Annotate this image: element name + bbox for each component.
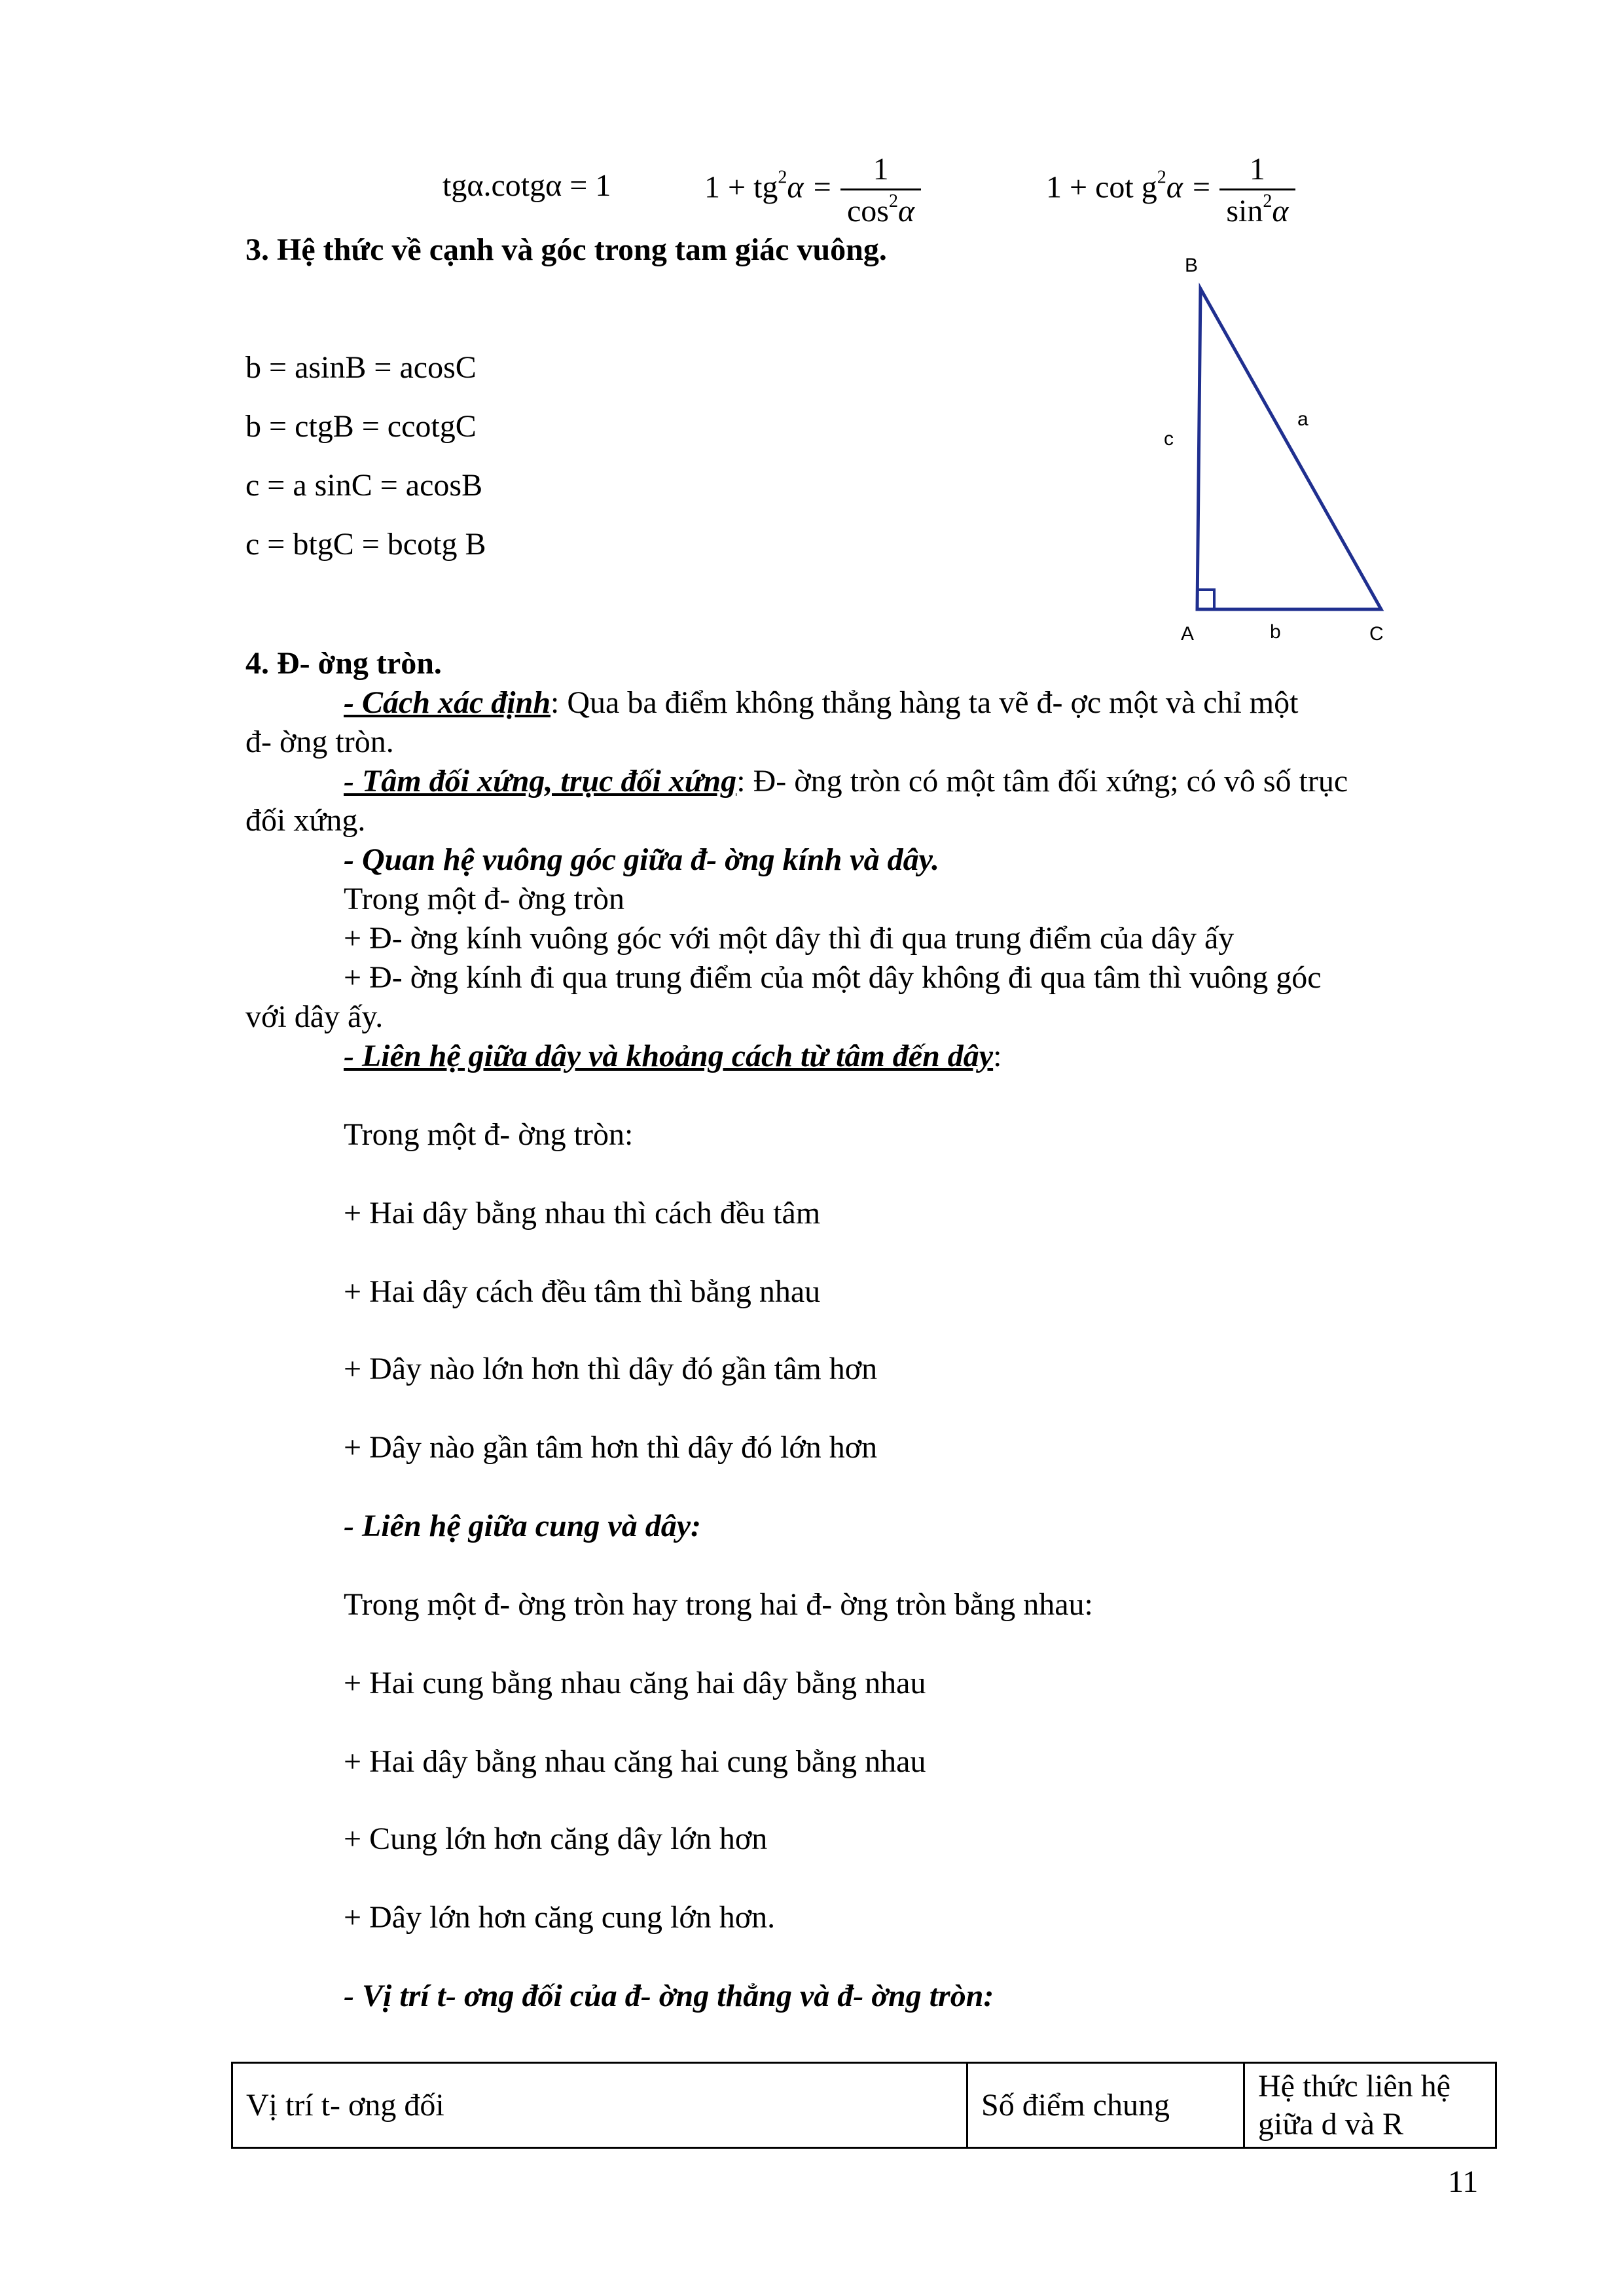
p4-colon: : bbox=[993, 1039, 1002, 1073]
section3-heading: 3. Hệ thức về cạnh và góc trong tam giác vuông. bbox=[245, 232, 887, 267]
triangle-shape bbox=[1197, 289, 1381, 609]
p4-title-line bbox=[344, 1037, 1001, 1075]
p5-line-4: + Cung lớn hơn căng dây lớn hơn bbox=[344, 1821, 768, 1856]
side-label-c: c bbox=[1164, 428, 1174, 450]
p6-title: - Vị trí t- ơng đối của đ- ờng thẳng và đ- ờng tròn: bbox=[344, 1979, 994, 2013]
p5-line-1: Trong một đ- ờng tròn hay trong hai đ- ờng tròn bằng nhau: bbox=[344, 1587, 1093, 1622]
p3-line-2: + Đ- ờng kính vuông góc với một dây thì đi qua trung điểm của dây ấy bbox=[344, 921, 1235, 956]
p3-line-3: + Đ- ờng kính đi qua trung điểm của một dây không đi qua tâm thì vuông góc bbox=[344, 960, 1322, 995]
table-header-relation bbox=[1244, 2063, 1496, 2148]
formula-tg-squared-left: 1 + tg bbox=[704, 170, 778, 205]
formula-tg-cotg-text: tgα.cotgα = 1 bbox=[442, 168, 611, 203]
formula-tg-squared: $1 + tg^2\alpha$ = $\frac{1}{\cos^2\alpha}$ bbox=[704, 151, 921, 230]
p2-line-b: đối xứng. bbox=[245, 803, 366, 838]
section3-line-3: c = a sinC = acosB bbox=[245, 468, 483, 503]
p4-line-4: + Dây nào lớn hơn thì dây đó gần tâm hơn bbox=[344, 1352, 878, 1386]
p1-line-a bbox=[344, 684, 1298, 722]
formula-cotg-squared-left: 1 + cot g bbox=[1046, 170, 1157, 205]
formula-tg-cotg bbox=[442, 167, 611, 205]
page-number: 11 bbox=[1448, 2164, 1479, 2199]
p2-line-a bbox=[344, 762, 1348, 800]
p2-title: - Tâm đối xứng, trục đối xứng bbox=[344, 764, 737, 798]
table-header-position: Vị trí t- ơng đối bbox=[232, 2063, 967, 2148]
table-header-row bbox=[232, 2063, 1496, 2148]
p5-title: - Liên hệ giữa cung và dây: bbox=[344, 1509, 702, 1543]
vertex-label-b: B bbox=[1185, 255, 1199, 276]
section3-line-2: b = ctgB = ccotgC bbox=[245, 409, 477, 444]
p4-title: - Liên hệ giữa dây và khoảng cách từ tâm đến dây bbox=[344, 1039, 994, 1073]
p3-title: - Quan hệ vuông góc giữa đ- ờng kính và dây. bbox=[344, 842, 940, 877]
p1-text-a: : Qua ba điểm không thẳng hàng ta vẽ đ- ợc một và chỉ một bbox=[550, 685, 1299, 720]
formula-cotg-fraction: $\frac{1}{\sin^2\alpha}$ bbox=[1219, 151, 1295, 230]
side-label-b: b bbox=[1270, 621, 1281, 641]
relative-position-table bbox=[231, 2062, 1497, 2149]
formula-cotg-squared: $1 + \cot g^2\alpha$ = $\frac{1}{\sin^2\alpha}$ bbox=[1046, 151, 1295, 230]
p1-title: - Cách xác định bbox=[344, 685, 551, 720]
vertex-label-a: A bbox=[1181, 623, 1195, 641]
table-header-common-points: Số điểm chung bbox=[967, 2063, 1244, 2148]
right-angle-mark bbox=[1197, 590, 1214, 609]
side-label-a: a bbox=[1297, 408, 1308, 430]
p1-line-b: đ- ờng tròn. bbox=[245, 725, 394, 759]
p4-line-2: + Hai dây bằng nhau thì cách đều tâm bbox=[344, 1196, 821, 1230]
section3-line-1: b = asinB = acosC bbox=[245, 350, 477, 385]
p5-line-3: + Hai dây bằng nhau căng hai cung bằng nhau bbox=[344, 1744, 926, 1779]
p3-tail: với dây ấy. bbox=[245, 999, 384, 1034]
p4-line-1: Trong một đ- ờng tròn: bbox=[344, 1117, 634, 1152]
p2-text-a: : Đ- ờng tròn có một tâm đối xứng; có vô số trục bbox=[736, 764, 1348, 798]
table-header-relation-line2: giữa d và R bbox=[1258, 2106, 1403, 2142]
p5-line-5: + Dây lớn hơn căng cung lớn hơn. bbox=[344, 1900, 776, 1935]
table-header-relation-line1: Hệ thức liên hệ bbox=[1258, 2069, 1451, 2104]
p3-line-1: Trong một đ- ờng tròn bbox=[344, 882, 624, 916]
section3-line-4: c = btgC = bcotg B bbox=[245, 527, 486, 562]
p4-line-5: + Dây nào gần tâm hơn thì dây đó lớn hơn bbox=[344, 1430, 878, 1465]
section4-heading: 4. Đ- ờng tròn. bbox=[245, 646, 442, 681]
formula-tg-fraction: $\frac{1}{\cos^2\alpha}$ bbox=[840, 151, 921, 230]
vertex-label-c: C bbox=[1369, 623, 1384, 641]
p4-line-3: + Hai dây cách đều tâm thì bằng nhau bbox=[344, 1274, 821, 1309]
right-triangle-diagram bbox=[1159, 249, 1420, 641]
p5-line-2: + Hai cung bằng nhau căng hai dây bằng nhau bbox=[344, 1666, 926, 1700]
